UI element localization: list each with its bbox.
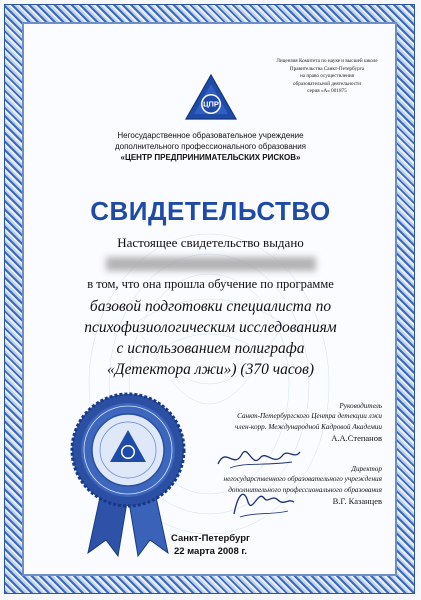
license-line: серия «А» 001875	[307, 88, 347, 95]
signatory-title-line: член-корр. Международной Кадровой Академии	[235, 422, 382, 431]
handwritten-signature	[228, 484, 298, 520]
license-line: Правительства Санкт-Петербурга	[289, 65, 365, 72]
organization-logo	[184, 73, 238, 123]
signatory-title-line: дополнительного профессионального образования	[228, 485, 382, 494]
signatory-name: А.А.Степанов	[331, 433, 382, 444]
organization-line: дополнительного профессионального образования	[114, 141, 306, 151]
signatory-name: В.Г. Казанцев	[332, 496, 382, 507]
license-line: Лицензия Комитета по науке и высшей школе	[276, 58, 378, 64]
organization-header	[70, 131, 351, 163]
program-line: с использованием полиграфа	[116, 340, 305, 357]
license-info	[268, 58, 386, 96]
signatory-title-line: Руководитель	[339, 402, 382, 410]
signatory-title-line: Санкт-Петербургского Центра детекции лжи	[237, 412, 382, 421]
license-line: образовательной деятельности	[293, 80, 361, 87]
program-line: «Детектора лжи») (370 часов)	[106, 361, 314, 378]
program-line: базовой подготовки специалиста по	[89, 298, 332, 315]
issue-city: Санкт-Петербург	[171, 533, 250, 544]
studied-text: в том, что она прошла обучение по программе	[87, 277, 334, 291]
issue-place-date	[0, 532, 421, 559]
redacted-recipient-name	[106, 257, 316, 271]
signatory-title-line: Директор	[351, 465, 382, 473]
license-line: на право осуществления	[299, 73, 355, 80]
organization-name: «ЦЕНТР ПРЕДПРИНИМАТЕЛЬСКИХ РИСКОВ»	[120, 152, 301, 162]
organization-line: Негосударственное образовательное учреждение	[117, 131, 304, 140]
seal-rosette	[72, 394, 184, 506]
signatory-title-line: негосударственного образовательного учреждения	[223, 475, 382, 484]
issued-text: Настоящее свидетельство выдано	[117, 235, 304, 250]
signatory-director-center	[182, 401, 382, 445]
logo-text: ЦПР	[203, 99, 219, 109]
certificate-title: СВИДЕТЕЛЬСТВО	[90, 196, 331, 226]
program-line: психофизиологическим исследованиям	[84, 319, 337, 336]
issue-date: 22 марта 2008 г.	[173, 546, 248, 558]
program-description	[40, 296, 381, 380]
